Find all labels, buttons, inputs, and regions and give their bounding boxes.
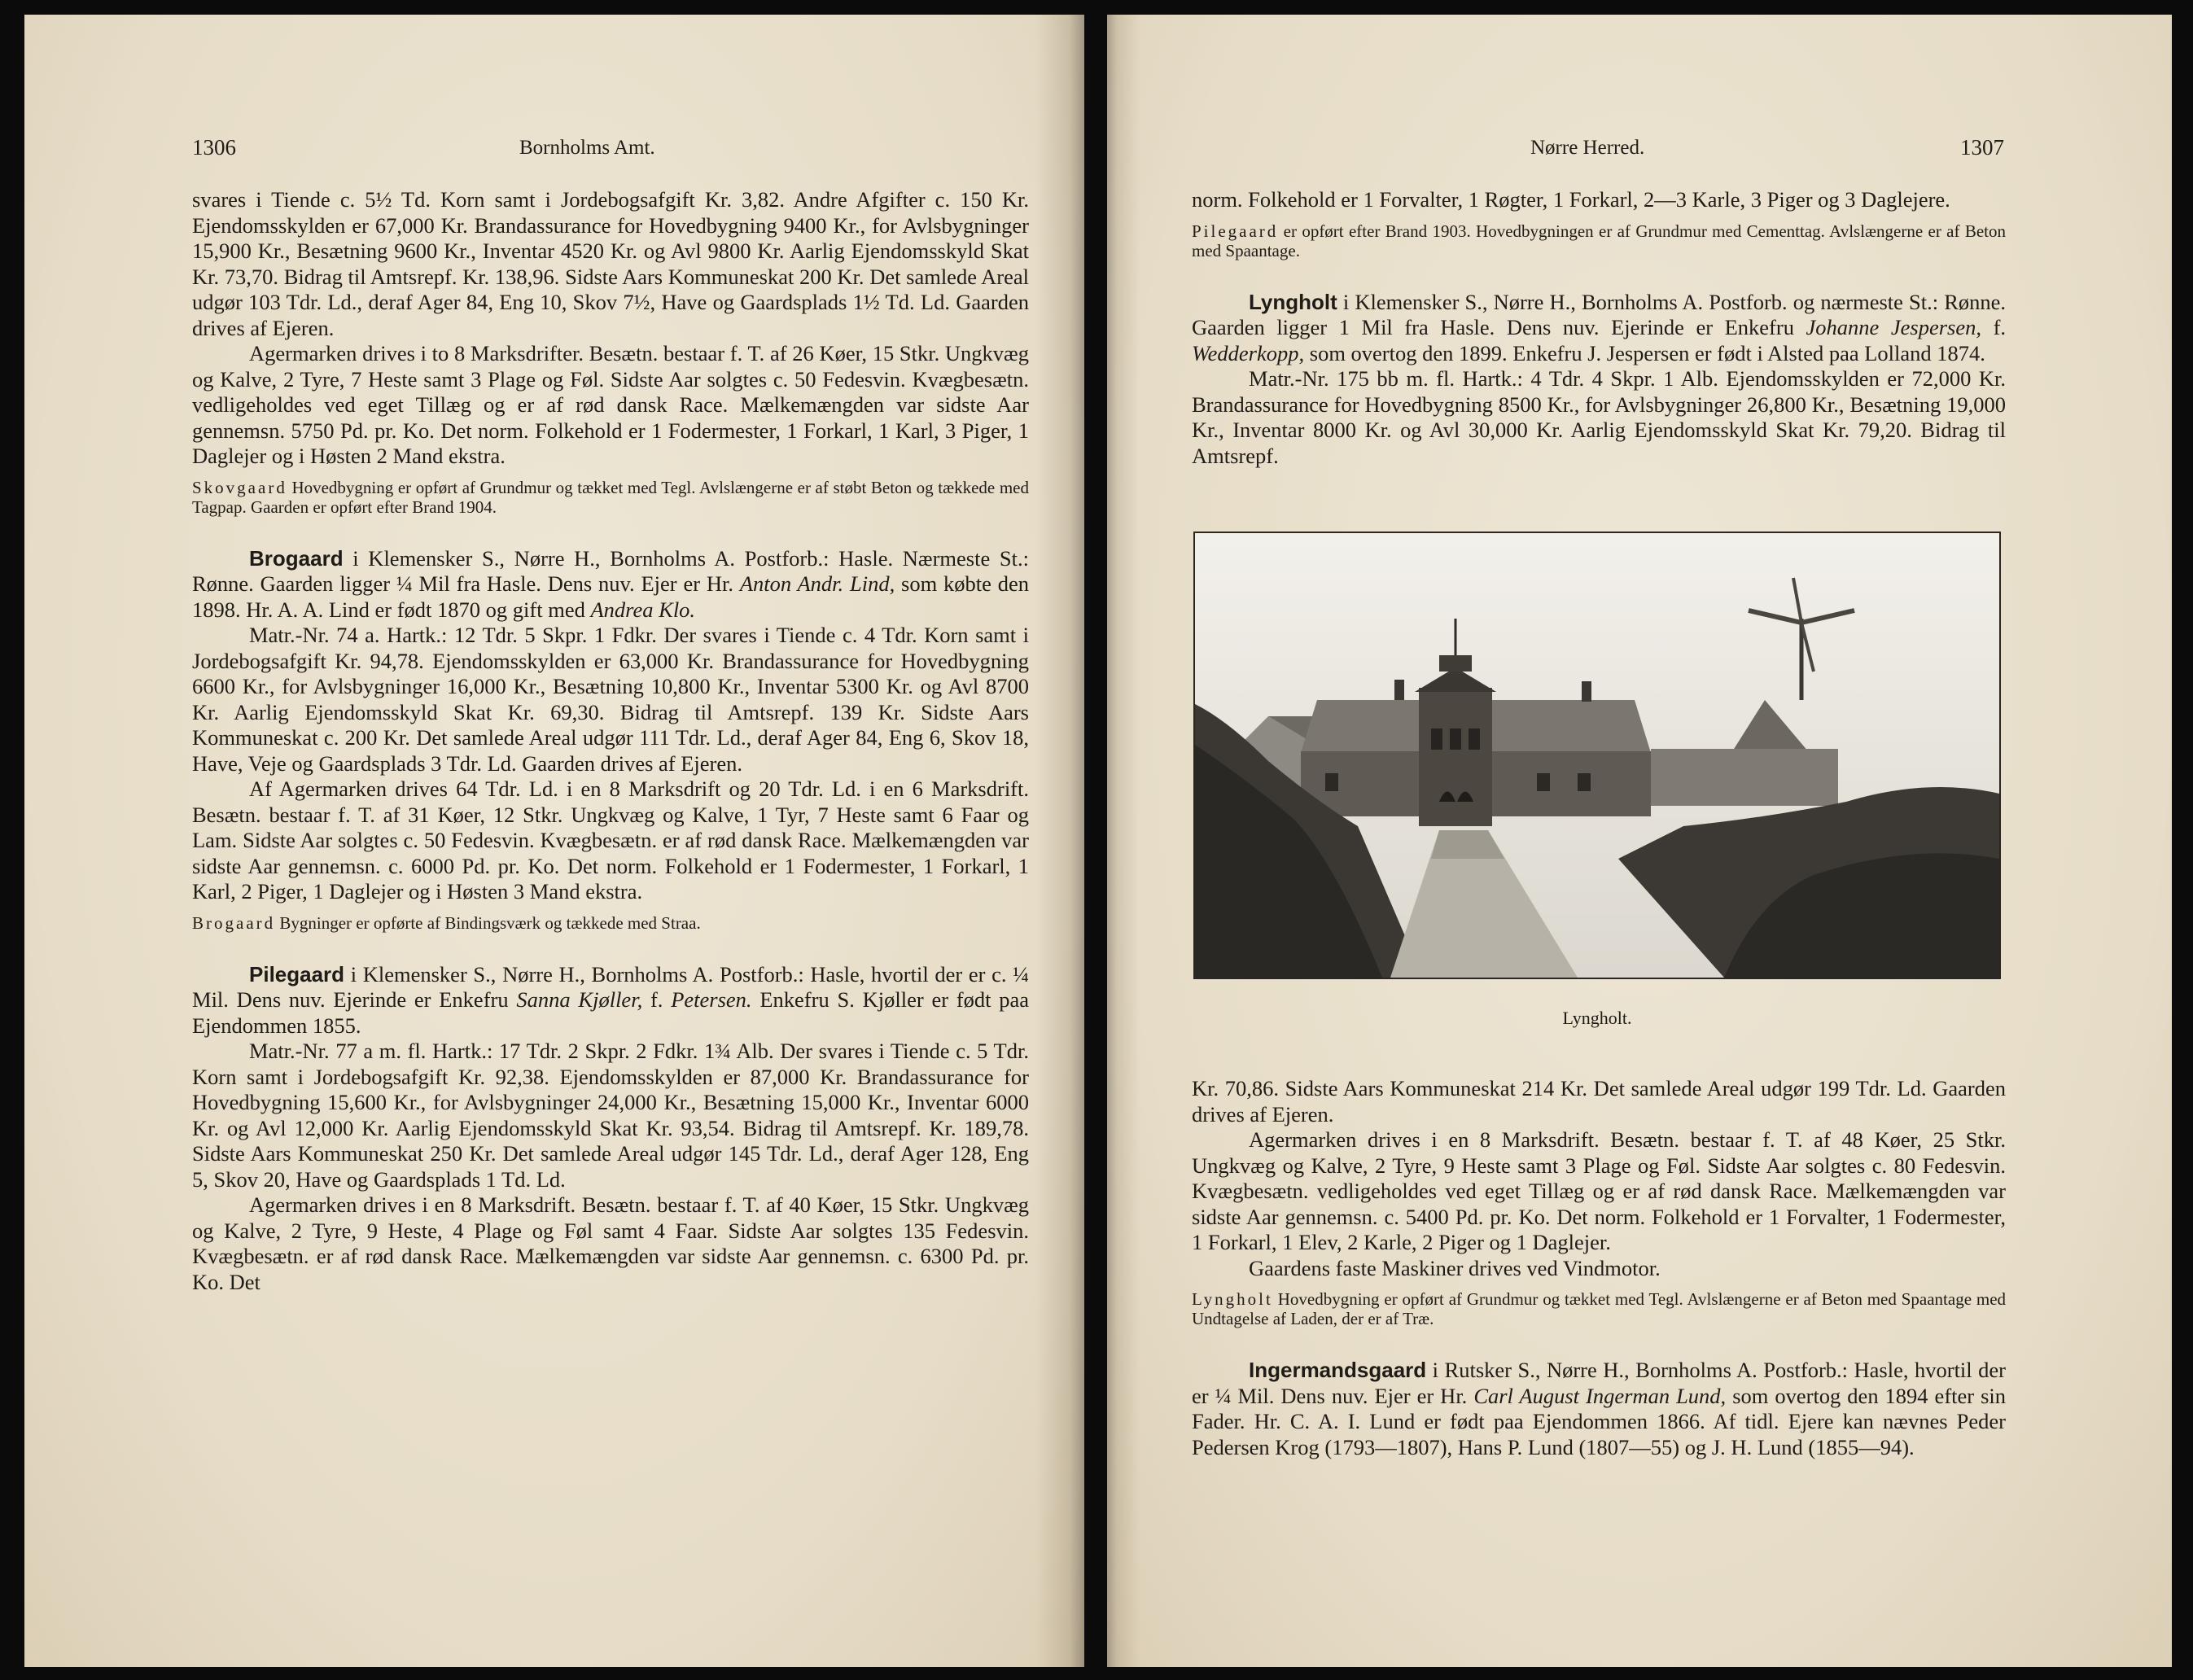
building-note (192, 913, 1029, 933)
entry-heading: Lyngholt (1249, 289, 1337, 314)
continuation-paragraph: Agermarken drives i to 8 Marksdrifter. Besætn. bestaar f. T. af 26 Køer, 15 Stkr. Ungkvæg og Kalve, 2 Tyre, 7 Heste samt 3 Plage og Føl. Sidste Aar solgtes c. 50 Fedesvin. Kvægbesætn. vedligeholdes ved eget Tillæg og er af rød dansk Race. Mælkemængden var sidste Aar gennemsn. 5750 Pd. pr. Ko. Det norm. Folkehold er 1 Fodermester, 1 Forkarl, 1 Karl, 3 Piger, 1 Daglejer og i Høsten 2 Mand ekstra. (192, 341, 1029, 468)
entry-text: i Klemensker S., Nørre H., Bornholms A. Postforb.: Hasle. Nærmeste St.: Rønne. Gaarden ligger ¼ Mil fra Hasle. Dens nuv. Ejer er Hr. (192, 545, 1030, 596)
entry-paragraph: Matr.-Nr. 77 a m. fl. Hartk.: 17 Tdr. 2 Skpr. 2 Fdkr. 1¾ Alb. Der svares i Tiende c. 5 Tdr. Korn samt i Jordebogsafgift Kr. 92,38. Ejendomsskylden er 87,000 Kr. Brandassurance for Hovedbygning 15,600 Kr., for Avlsbygninger 24,000 Kr., Besætning 15,000 Kr., Inventar 6000 Kr. og Avl 12,000 Kr. Aarlig Ejendomsskyld Skat Kr. 93,54. Bidrag til Amtsrepf. Kr. 189,78. Sidste Aars Kommuneskat 250 Kr. Det samlede Areal udgør 145 Tdr. Ld., deraf Ager 128, Eng 5, Skov 20, Have og Gaardsplads 1 Td. Ld. (192, 1039, 1029, 1192)
left-running-head: Bornholms Amt. (519, 137, 655, 159)
entry-text: som overtog den 1894 efter sin Fader. Hr. C. A. I. Lund er født paa Ejendommen 1866. Af tidl. Ejere kan nævnes Peder Pedersen Krog (1793—1807), Hans P. Lund (1807—55) og J. H. Lund (1855—94). (1192, 1383, 2007, 1459)
owner-name: Johanne Jespersen, (1806, 315, 1981, 339)
building-note (1192, 1289, 2006, 1328)
right-text-column-bottom (1192, 1076, 2006, 1460)
entry-text: i Klemensker S., Nørre H., Bornholms A. Postforb.: Hasle, hvortil der er c. ¼ Mil. Dens nuv. Ejerinde er Enkefru (192, 961, 1029, 1012)
continuation-paragraph: svares i Tiende c. 5½ Td. Korn samt i Jordebogsafgift Kr. 3,82. Andre Afgifter c. 150 Kr. Ejendomsskylden er 67,000 Kr. Brandassurance for Hovedbygning 9400 Kr., for Avlsbygninger 15,900 Kr., Besætning 9600 Kr., Inventar 4520 Kr. og Avl 9800 Kr. Aarlig Ejendomsskyld Skat Kr. 73,70. Bidrag til Amtsrepf. Kr. 138,96. Sidste Aars Kommuneskat 200 Kr. Det samlede Areal udgør 103 Tdr. Ld., deraf Ager 84, Eng 10, Skov 7½, Have og Gaardsplads 1½ Td. Ld. Gaarden drives af Ejeren. (192, 187, 1029, 340)
note-text: er opført efter Brand 1903. Hovedbygningen er af Grundmur med Cementtag. Avlslængerne er af Beton med Spaantage. (1192, 221, 2006, 260)
entry-pilegaard (192, 962, 1029, 1039)
entry-paragraph: Agermarken drives i en 8 Marksdrift. Besætn. bestaar f. T. af 48 Køer, 25 Stkr. Ungkvæg og Kalve, 2 Tyre, 9 Heste samt 3 Plage og Føl. Sidste Aar solgtes c. 80 Fedesvin. Kvægbesætn. vedligeholdes ved eget Tillæg og er af rød dansk Race. Mælkemængden var sidste Aar gennemsn. c. 5400 Pd. pr. Ko. Det norm. Folkehold er 1 Forvalter, 1 Fodermester, 1 Forkarl, 1 Elev, 2 Karle, 2 Piger og 1 Daglejer. (1192, 1127, 2006, 1254)
entry-text: Enkefru S. Kjøller er født paa Ejendommen 1855. (192, 987, 1030, 1038)
note-farm-name: Lyngholt (1192, 1289, 1273, 1309)
right-page-gutter-shadow (1107, 15, 1140, 1667)
farm-photograph-illustration (1195, 533, 1999, 978)
entry-lyngholt (1192, 290, 2006, 367)
note-farm-name: Skovgaard (192, 477, 287, 497)
right-page-number: 1307 (1960, 135, 2004, 160)
entry-paragraph: Kr. 70,86. Sidste Aars Kommuneskat 214 Kr. Det samlede Areal udgør 199 Tdr. Ld. Gaarden drives af Ejeren. (1192, 1076, 2006, 1127)
entry-heading: Brogaard (249, 545, 344, 571)
entry-heading: Ingermandsgaard (1249, 1358, 1427, 1382)
right-page (1107, 15, 2172, 1667)
left-text-column (192, 187, 1029, 1295)
entry-paragraph: Af Agermarken drives 64 Tdr. Ld. i en 8 Marksdrift og 20 Tdr. Ld. i en 6 Marksdrift. Besætn. bestaar f. T. af 31 Køer, 12 Stkr. Ungkvæg og Kalve, 1 Tyr, 7 Heste samt 6 Faar og Lam. Sidste Aar solgtes c. 50 Fedesvin. Kvægbesætn. er af rød dansk Race. Mælkemængden var sidste Aar gennemsn. c. 6000 Pd. pr. Ko. Det norm. Folkehold er 1 Fodermester, 1 Forkarl, 1 Karl, 2 Piger, 1 Daglejer og i Høsten 3 Mand ekstra. (192, 777, 1029, 903)
left-page (24, 15, 1084, 1667)
note-farm-name: Pilegaard (1192, 221, 1279, 241)
entry-ingermandsgaard (1192, 1358, 2006, 1460)
right-text-column-top (1192, 187, 2006, 469)
entry-text: som overtog den 1899. Enkefru J. Jespersen er født i Alsted paa Lolland 1874. (1309, 340, 1985, 365)
entry-brogaard (192, 546, 1029, 623)
spouse-name: Andrea Klo. (590, 597, 696, 622)
building-note (1192, 221, 2006, 260)
maiden-name: Petersen. (671, 987, 752, 1012)
continuation-paragraph: norm. Folkehold er 1 Forvalter, 1 Røgter, 1 Forkarl, 2—3 Karle, 3 Piger og 3 Daglejere. (1192, 187, 1950, 212)
owner-name: Carl August Ingerman Lund, (1473, 1383, 1727, 1408)
maiden-name: Wedderkopp, (1192, 340, 1305, 365)
entry-text: som købte den 1898. Hr. A. A. Lind er født 1870 og gift med (192, 571, 1029, 622)
left-page-number: 1306 (192, 135, 236, 160)
entry-paragraph: Gaardens faste Maskiner drives ved Vindmotor. (1249, 1255, 1661, 1280)
left-page-gutter-shadow (1035, 15, 1084, 1667)
owner-name: Sanna Kjøller, (516, 987, 643, 1012)
entry-heading: Pilegaard (249, 961, 345, 987)
right-running-head: Nørre Herred. (1530, 137, 1645, 159)
photo-caption: Lyngholt. (1562, 1008, 1632, 1028)
note-text: Hovedbygning er opført af Grundmur og tækket med Tegl. Avlslængerne er af støbt Beton og tækkede med Tagpap. Gaarden er opført efter Brand 1904. (192, 477, 1030, 517)
entry-paragraph: Agermarken drives i en 8 Marksdrift. Besætn. bestaar f. T. af 40 Køer, 15 Stkr. Ungkvæg og Kalve, 2 Tyre, 9 Heste, 4 Plage og Føl samt 4 Faar. Sidste Aar solgtes 135 Fedesvin. Kvægbesætn. er af rød dansk Race. Mælkemængden var sidste Aar gennemsn. c. 6300 Pd. pr. Ko. Det (192, 1192, 1029, 1294)
note-text: Bygninger er opførte af Bindingsværk og tækkede med Straa. (279, 912, 701, 933)
entry-text: f. (650, 987, 663, 1012)
entry-text: i Rutsker S., Nørre H., Bornholms A. Postforb.: Hasle, hvortil der er ¼ Mil. Dens nuv. Ejer er Hr. (1192, 1358, 2006, 1408)
farm-photograph (1193, 532, 2001, 979)
entry-text: f. (1993, 315, 2007, 339)
entry-paragraph: Matr.-Nr. 175 bb m. fl. Hartk.: 4 Tdr. 4 Skpr. 1 Alb. Ejendomsskylden er 72,000 Kr. Brandassurance for Hovedbygning 8500 Kr., for Avlsbygninger 26,800 Kr., Besætning 19,000 Kr., Inventar 8000 Kr. og Avl 30,000 Kr. Aarlig Ejendomsskyld Skat Kr. 79,20. Bidrag til Amtsrepf. (1192, 366, 2006, 468)
note-farm-name: Brogaard (192, 912, 276, 933)
owner-name: Anton Andr. Lind, (739, 571, 895, 596)
note-text: Hovedbygning er opført af Grundmur og tækket med Tegl. Avlslængerne er af Beton med Spaantage med Undtagelse af Laden, der er af Træ. (1192, 1289, 2007, 1328)
entry-paragraph: Matr.-Nr. 74 a. Hartk.: 12 Tdr. 5 Skpr. 1 Fdkr. Der svares i Tiende c. 4 Tdr. Korn samt i Jordebogsafgift Kr. 94,78. Ejendomsskylden er 63,000 Kr. Brandassurance for Hovedbygning 6600 Kr., for Avlsbygninger 16,000 Kr., Besætning 10,800 Kr., Inventar 5300 Kr. og Avl 8700 Kr. Aarlig Ejendomsskyld Skat Kr. 69,30. Bidrag til Amtsrepf. 139 Kr. Sidste Aars Kommuneskat c. 200 Kr. Det samlede Areal udgør 111 Tdr. Ld., deraf Ager 84, Eng 6, Skov 18, Have, Veje og Gaardsplads 3 Tdr. Ld. Gaarden drives af Ejeren. (192, 623, 1029, 776)
entry-text: i Klemensker S., Nørre H., Bornholms A. Postforb. og nærmeste St.: Rønne. Gaarden ligger 1 Mil fra Hasle. Dens nuv. Ejerinde er Enkefru (1192, 289, 2007, 339)
building-note (192, 478, 1029, 517)
